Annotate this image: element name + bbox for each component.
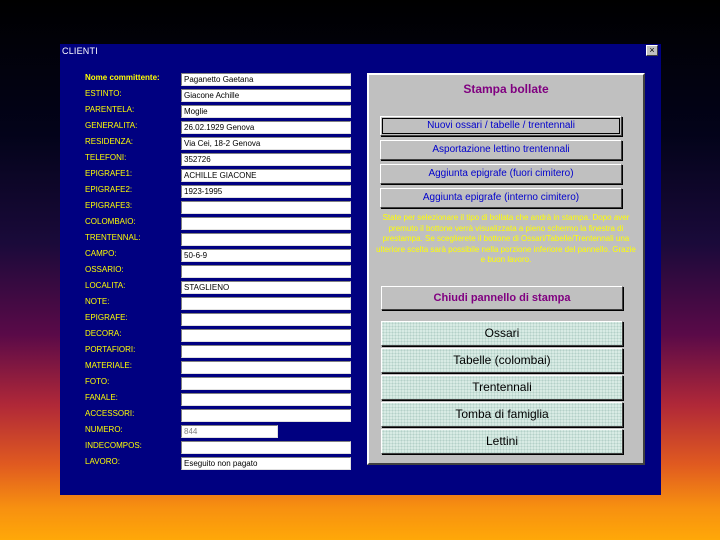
stampa-bollate-panel bbox=[367, 73, 645, 465]
label-colombaio: COLOMBAIO: bbox=[85, 217, 136, 226]
field-portafiori[interactable] bbox=[181, 345, 351, 358]
lettini-button[interactable]: Lettini bbox=[381, 429, 623, 454]
field-campo[interactable]: 50-6-9 bbox=[181, 249, 351, 262]
tabelle-colombai-button[interactable]: Tabelle (colombai) bbox=[381, 348, 623, 373]
label-localita: LOCALITA: bbox=[85, 281, 126, 290]
label-ossario: OSSARIO: bbox=[85, 265, 124, 274]
label-estinto: ESTINTO: bbox=[85, 89, 122, 98]
label-portafiori: PORTAFIORI: bbox=[85, 345, 136, 354]
field-numero[interactable]: 844 bbox=[181, 425, 278, 438]
panel-title: Stampa bollate bbox=[463, 82, 549, 96]
tomba-di-famiglia-button[interactable]: Tomba di famiglia bbox=[381, 402, 623, 427]
option-nuovi-ossari-button[interactable]: Nuovi ossari / tabelle / trentennali bbox=[380, 116, 622, 136]
label-fanale: FANALE: bbox=[85, 393, 118, 402]
field-accessori[interactable] bbox=[181, 409, 351, 422]
field-epigrafe3[interactable] bbox=[181, 201, 351, 214]
field-ossario[interactable] bbox=[181, 265, 351, 278]
label-foto: FOTO: bbox=[85, 377, 110, 386]
option-epigrafe-interno-button[interactable]: Aggiunta epigrafe (interno cimitero) bbox=[380, 188, 622, 208]
label-epigrafe3: EPIGRAFE3: bbox=[85, 201, 133, 210]
trentennali-button[interactable]: Trentennali bbox=[381, 375, 623, 400]
field-nome-committente[interactable]: Paganetto Gaetana bbox=[181, 73, 351, 86]
field-fanale[interactable] bbox=[181, 393, 351, 406]
label-campo: CAMPO: bbox=[85, 249, 117, 258]
field-epigrafe[interactable] bbox=[181, 313, 351, 326]
clienti-window bbox=[60, 44, 661, 495]
field-parentela[interactable]: Moglie bbox=[181, 105, 351, 118]
field-lavoro[interactable]: Eseguito non pagato bbox=[181, 457, 351, 470]
label-residenza: RESIDENZA: bbox=[85, 137, 134, 146]
label-epigrafe1: EPIGRAFE1: bbox=[85, 169, 133, 178]
label-generalita: GENERALITA: bbox=[85, 121, 138, 130]
label-numero: NUMERO: bbox=[85, 425, 123, 434]
label-materiale: MATERIALE: bbox=[85, 361, 132, 370]
field-decora[interactable] bbox=[181, 329, 351, 342]
label-indecompos: INDECOMPOS: bbox=[85, 441, 142, 450]
field-epigrafe1[interactable]: ACHILLE GIACONE bbox=[181, 169, 351, 182]
field-note[interactable] bbox=[181, 297, 351, 310]
close-icon[interactable]: × bbox=[646, 45, 658, 56]
label-epigrafe: EPIGRAFE: bbox=[85, 313, 128, 322]
chiudi-pannello-button[interactable]: Chiudi pannello di stampa bbox=[381, 286, 623, 310]
field-colombaio[interactable] bbox=[181, 217, 351, 230]
label-accessori: ACCESSORI: bbox=[85, 409, 135, 418]
field-foto[interactable] bbox=[181, 377, 351, 390]
label-nome-committente: Nome committente: bbox=[85, 73, 160, 82]
ossari-button[interactable]: Ossari bbox=[381, 321, 623, 346]
label-trentennal: TRENTENNAL: bbox=[85, 233, 141, 242]
field-residenza[interactable]: Via Cei, 18-2 Genova bbox=[181, 137, 351, 150]
field-indecompos[interactable] bbox=[181, 441, 351, 454]
label-decora: DECORA: bbox=[85, 329, 122, 338]
window-title: CLIENTI bbox=[62, 46, 98, 56]
label-epigrafe2: EPIGRAFE2: bbox=[85, 185, 133, 194]
field-trentennal[interactable] bbox=[181, 233, 351, 246]
field-estinto[interactable]: Giacone Achille bbox=[181, 89, 351, 102]
label-note: NOTE: bbox=[85, 297, 110, 306]
field-generalita[interactable]: 26.02.1929 Genova bbox=[181, 121, 351, 134]
label-parentela: PARENTELA: bbox=[85, 105, 135, 114]
field-epigrafe2[interactable]: 1923-1995 bbox=[181, 185, 351, 198]
label-telefoni: TELEFONI: bbox=[85, 153, 127, 162]
option-epigrafe-fuori-button[interactable]: Aggiunta epigrafe (fuori cimitero) bbox=[380, 164, 622, 184]
field-materiale[interactable] bbox=[181, 361, 351, 374]
label-lavoro: LAVORO: bbox=[85, 457, 120, 466]
field-telefoni[interactable]: 352726 bbox=[181, 153, 351, 166]
option-asportazione-lettino-button[interactable]: Asportazione lettino trentennali bbox=[380, 140, 622, 160]
info-text: State per selezionare il tipo di bollata che andrà in stampa. Dopo aver premuto il bottone verrà visualizzata a pieno schermo la finestra di prestampa. Se sceglierete il bottone di Ossari/Tabelle/Trentennali una ulteriore scelta sarà possibile nella porzione inferiore del pannello. Grazie e buon lavoro. bbox=[376, 213, 636, 264]
field-localita[interactable]: STAGLIENO bbox=[181, 281, 351, 294]
